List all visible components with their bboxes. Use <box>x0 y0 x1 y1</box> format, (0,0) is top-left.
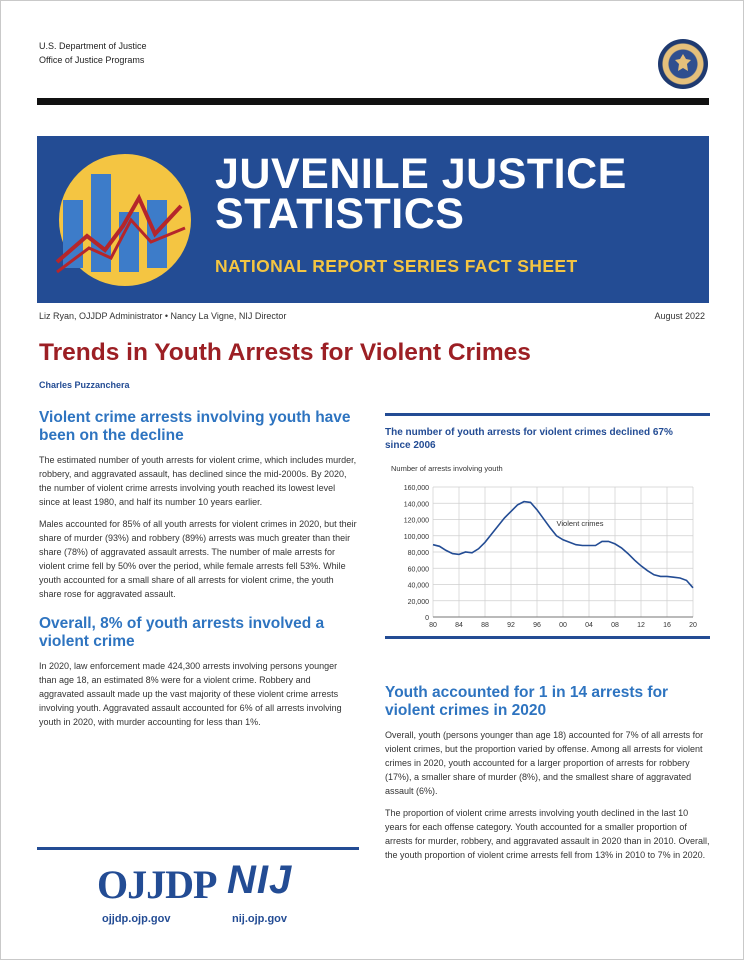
byline: Liz Ryan, OJJDP Administrator • Nancy La Vigne, NIJ Director <box>39 311 287 321</box>
y-tick-label: 100,000 <box>403 533 429 541</box>
title-banner <box>37 136 709 303</box>
x-tick-label: 00 <box>559 622 567 629</box>
x-tick-label: 16 <box>663 622 671 629</box>
publication-date: August 2022 <box>654 311 705 321</box>
statistics-chart-logo-icon <box>55 150 195 290</box>
chart-top-rule <box>385 413 710 416</box>
series-label: Violent crimes <box>556 519 604 528</box>
section3-paragraph2: The proportion of violent crime arrests involving youth declined in the last 10 years for each offense category. Youth accounted for a smaller proportion of arrests for murder, robbery, and aggravated assault in 2020 than in 2010. Overall, the youth proportion of violent crime arrests fell from 13% in 2010 to 7% in 2020. <box>385 808 710 860</box>
section1-paragraph2: Males accounted for 85% of all youth arrests for violent crimes in 2020, but their share of murder (93%) and robbery (89%) arrests was much greater than their share (78%) of aggravated assault arrests. The number of male arrests for violent crime fell by 50% over the period, while female arrests fell 53%. While youth accounted for a small share of all arrests for violent crime, the youth share rose for aggravated assault. <box>39 519 357 599</box>
banner-title-line2: STATISTICS <box>215 190 465 238</box>
ojjdp-logo: OJJDP <box>97 862 217 907</box>
chart-bottom-rule <box>385 636 710 639</box>
chart-title: The number of youth arrests for violent crimes declined 67% since 2006 <box>385 427 673 451</box>
x-tick-label: 08 <box>611 622 619 629</box>
y-tick-label: 40,000 <box>407 582 429 590</box>
arrest-trend-chart <box>385 413 710 639</box>
doj-seal-icon <box>658 39 708 89</box>
y-tick-label: 60,000 <box>407 566 429 574</box>
banner-title-line1: JUVENILE JUSTICE <box>215 150 627 198</box>
y-tick-label: 160,000 <box>403 485 429 492</box>
y-tick-label: 20,000 <box>407 598 429 606</box>
ojjdp-link[interactable]: ojjdp.ojp.gov <box>102 913 171 925</box>
y-axis-label: Number of arrests involving youth <box>391 464 503 473</box>
y-tick-label: 80,000 <box>407 550 429 557</box>
banner-title <box>215 150 627 238</box>
y-tick-label: 140,000 <box>403 501 429 509</box>
header-divider <box>37 98 709 105</box>
section2-heading: Overall, 8% of youth arrests involved a violent crime <box>39 615 325 650</box>
x-tick-label: 84 <box>455 622 463 629</box>
nij-link[interactable]: nij.ojp.gov <box>232 913 287 925</box>
banner-subtitle: NATIONAL REPORT SERIES FACT SHEET <box>215 256 578 276</box>
y-tick-label: 120,000 <box>403 517 429 525</box>
article-headline: Trends in Youth Arrests for Violent Crimes <box>39 339 531 366</box>
eagle-icon <box>674 53 692 73</box>
y-tick-label: 0 <box>425 615 429 622</box>
footer-divider <box>37 847 359 850</box>
left-column <box>39 409 357 729</box>
right-column <box>385 684 710 862</box>
article-author: Charles Puzzanchera <box>39 380 130 390</box>
x-tick-label: 80 <box>429 622 437 629</box>
agency-header <box>39 39 147 67</box>
section3-paragraph1: Overall, youth (persons younger than age 18) accounted for 7% of all arrests for violent crimes, but the proportion varied by offense. Among all arrests for violent crimes in 2020, youth accounted for a larger proportion of arrests for robbery (17%), a smaller share of murder (8%), and the smallest share of aggravated assault (6%). <box>385 730 704 796</box>
section1-paragraph1: The estimated number of youth arrests for violent crime, which includes murder, robbery, and aggravated assault, has declined since the mid-2000s. By 2020, the number of violent crime arrests involving youth reached its lowest level since at least 1980, and half its number 10 years earlier. <box>39 455 357 507</box>
nij-logo: NIJ <box>227 858 293 902</box>
x-tick-label: 12 <box>637 622 645 629</box>
x-tick-label: 20 <box>689 622 697 629</box>
section2-paragraph1: In 2020, law enforcement made 424,300 arrests involving persons younger than age 18, an estimated 8% were for a violent crime. Robbery and aggravated assault made up the vast majority of these violent crime arrests involving youth. Aggravated assault accounted for 6% of all arrests involving youth in 2020, with murder accounting for less than 1%. <box>39 661 342 727</box>
section1-heading: Violent crime arrests involving youth have been on the decline <box>39 409 351 444</box>
x-tick-label: 96 <box>533 622 541 629</box>
chart-plot <box>385 457 710 629</box>
x-tick-label: 92 <box>507 622 515 629</box>
agency-office: Office of Justice Programs <box>39 55 145 65</box>
x-tick-label: 88 <box>481 622 489 629</box>
agency-name: U.S. Department of Justice <box>39 41 147 51</box>
section3-heading: Youth accounted for 1 in 14 arrests for violent crimes in 2020 <box>385 684 669 719</box>
x-tick-label: 04 <box>585 622 593 629</box>
